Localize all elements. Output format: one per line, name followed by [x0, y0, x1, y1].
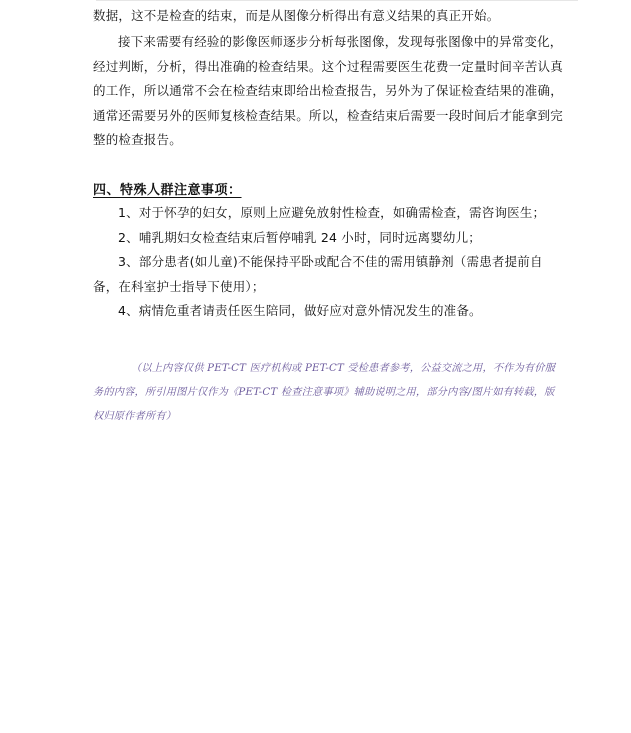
section-title: 四、特殊人群注意事项：: [93, 183, 242, 198]
list-item: 4、病情危重者请责任医生陪同，做好应对意外情况发生的准备。: [118, 303, 482, 318]
paragraph-2: 接下来需要有经验的影像医师逐步分析每张图像，发现每张图像中的异常变化，经过判断，分析，得出准确的检查结果。这个过程需要医生花费一定量时间辛苦认真的工作，所以通常不会在检查结束即给出检查报告，另外为了保证检查结果的准确，通常还需要另外的医师复核检查结果。所以，检查结束后需要一段时间后才能拿到完整的检查报告。: [93, 34, 563, 147]
paragraph-1: 数据，这不是检查的结束，而是从图像分析得出有意义结果的真正开始。: [93, 8, 500, 23]
list-item: 2、哺乳期妇女检查结束后暂停哺乳 24 小时，同时远离婴幼儿；: [118, 229, 482, 245]
precaution-list: [93, 201, 563, 324]
page-top-rule: [96, 0, 578, 1]
list-item: 3、部分患者(如儿童)不能保持平卧或配合不佳的需用镇静剂（需患者提前自备，在科室护士指导下使用）；: [93, 254, 543, 294]
disclaimer-note: （以上内容仅供 PET-CT 医疗机构或 PET-CT 受检患者参考，公益交流之用，不作为有价服务的内容，所引用图片仅作为《PET-CT 检查注意事项》辅助说明之用，部分内容/图片如有转载，版权归原作者所有）: [93, 363, 556, 422]
list-item: 1、对于怀孕的妇女，原则上应避免放射性检查，如确需检查，需咨询医生；: [118, 205, 546, 220]
